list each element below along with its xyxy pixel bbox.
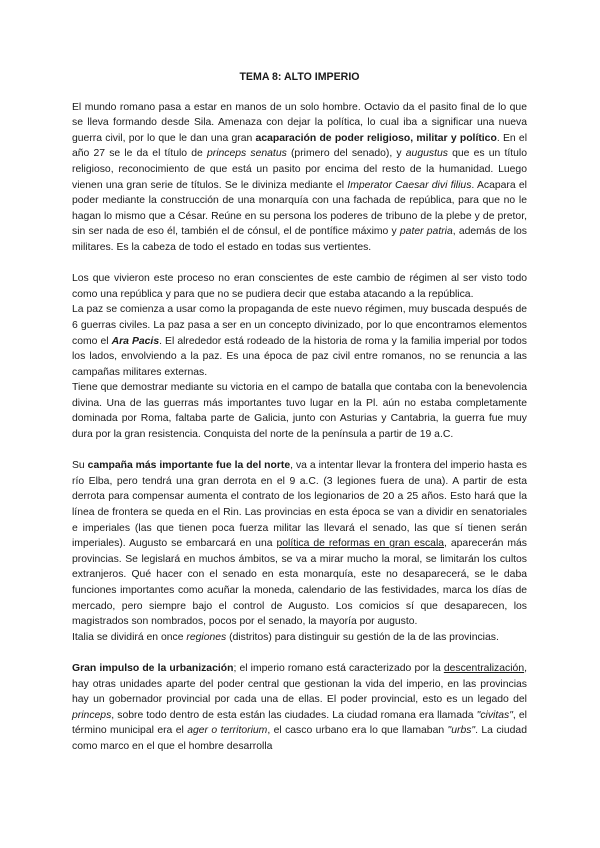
text: , el casco urbano era lo que llamaban [267, 725, 448, 737]
text: (distritos) para distinguir su gestión de la de las provincias. [226, 631, 499, 643]
text: , aparecerán más provincias. Se legislará en muchos ámbitos, se va a mirar mucho la moral, se limitarán los cultos extranjeros. Qué hacer con el senado en esta monarquía, este no desaparecerá, se le daba funciones importantes como acuñar la moneda, calendario de las festividades, marca los días de mercado, pero siempre bajo el control de Augusto. Los comicios sí que desaparecen, los magistrados son nombrados, pocos por el senado, la mayoría por augusto. [72, 538, 527, 628]
paragraph-gap [72, 256, 527, 272]
bold-italic-text: Ara Pacis [111, 335, 160, 347]
text: . La ciudad como marco en el que el hombre desarrolla [72, 725, 527, 752]
paragraph-7 [72, 661, 527, 755]
paragraph-6 [72, 630, 527, 646]
italic-text: pater patria [399, 226, 453, 238]
text: . Acapara el poder mediante la construcción de una monarquía con una fachada de república, para que no le hagan lo mismo que a César. Reúne en su persona los poderes de tribuno de la plebe y de pretor, sin ser nada de eso él, también el de cónsul, el de pontífice máximo y [72, 179, 527, 238]
text: Su [72, 460, 88, 472]
bold-text: campaña más importante fue la del norte [87, 460, 291, 472]
paragraph-2: Los que vivieron este proceso no eran conscientes de este cambio de régimen al ser visto todo como una república y para que no se pudiera decir que estaba atacando a la república. [72, 273, 527, 300]
paragraph-4: Tiene que demostrar mediante su victoria en el campo de batalla que contaba con la benevolencia divina. Una de las guerras más importantes tuvo lugar en la Pl. aún no estaba completamente dominada por Roma, faltaba parte de Galicia, junto con Asturias y Cantabria, la guerra fue muy dura por la gran resistencia. Conquista del norte de la península a partir de 19 a.C. [72, 382, 527, 441]
underlined-text: política de reformas en gran escala [276, 538, 445, 550]
paragraph-5 [72, 458, 527, 630]
paragraph-gap [72, 443, 527, 459]
text: . El alrededor está rodeado de la historia de roma y la familia imperial por todos los lados, envolviendo a la paz. Es una época de paz civil entre romanos, no se renuncia a las campañas militares externas. [72, 335, 527, 378]
italic-text: princeps senatus [206, 148, 287, 160]
text: , va a intentar llevar la frontera del imperio hasta es río Elba, pero tendrá una gran derrota en el 9 a.C. (3 legiones fuera de una). A partir de esta derrota para compensar aumenta el contrato de los legionarios de 20 a 25 años. Esto hará que la línea de frontera se queda en el Rin. Las provincias en esta época se van a dividir en senatoriales e imperiales (las que tienen poca fuerza militar las llevará el senado, las que sí tienen serán imperiales). Augusto se embarcará en una [72, 460, 527, 550]
page-title: TEMA 8: ALTO IMPERIO [239, 71, 360, 83]
text: La paz se comienza a usar como la propaganda de este nuevo régimen, muy buscada después de 6 guerras civiles. La paz pasa a ser en un concepto divinizado, por lo que encontramos elementos como el [72, 304, 527, 347]
text: Italia se dividirá en once [72, 631, 187, 643]
text: , el término municipal era el [72, 709, 527, 737]
paragraph-gap [72, 645, 527, 661]
underlined-text: descentralización [443, 662, 525, 674]
text: (primero del senado), y [286, 148, 406, 160]
text: , hay otras unidades aparte del poder central que gestionan la vida del imperio, en las provincias hay un gobernador provincial por cada una de ellas. El poder provincial, esto es un legado del [72, 662, 527, 706]
italic-text: "civitas" [476, 709, 513, 721]
text: que es un título religioso, reconocimiento de que está un pasito por encima del resto de la humanidad. Luego vienen una gran serie de títulos. Se le diviniza mediante el [72, 148, 527, 191]
text: . En el año 27 se le da el título de [72, 132, 528, 160]
italic-text: Imperator Caesar divi filius [347, 179, 472, 191]
bold-text: acaparación de poder religioso, militar y político [255, 132, 497, 144]
document-page [72, 70, 527, 755]
text: , sobre todo dentro de esta están las ciudades. La ciudad romana era llamada [111, 709, 477, 721]
paragraph-3 [72, 302, 527, 380]
italic-text: ager o territorium [187, 725, 268, 737]
italic-text: "urbs" [447, 725, 476, 737]
text: El mundo romano pasa a estar en manos de un solo hombre. Octavio da el pasito final de lo que se lleva formando desde Sila. Amenaza con dejar la política, lo cual iba a significar una nueva guerra civil, por lo que le dan una gran [72, 101, 527, 144]
text: , además de los militares. Es la cabeza de todo el estado en todas sus vertientes. [72, 226, 527, 253]
paragraph-1 [72, 100, 527, 256]
italic-text: augustus [405, 148, 448, 160]
text: ; el imperio romano está caracterizado por la [233, 662, 444, 674]
bold-text: Gran impulso de la urbanización [72, 662, 234, 674]
italic-text: princeps [72, 709, 112, 721]
italic-text: regiones [186, 631, 227, 643]
